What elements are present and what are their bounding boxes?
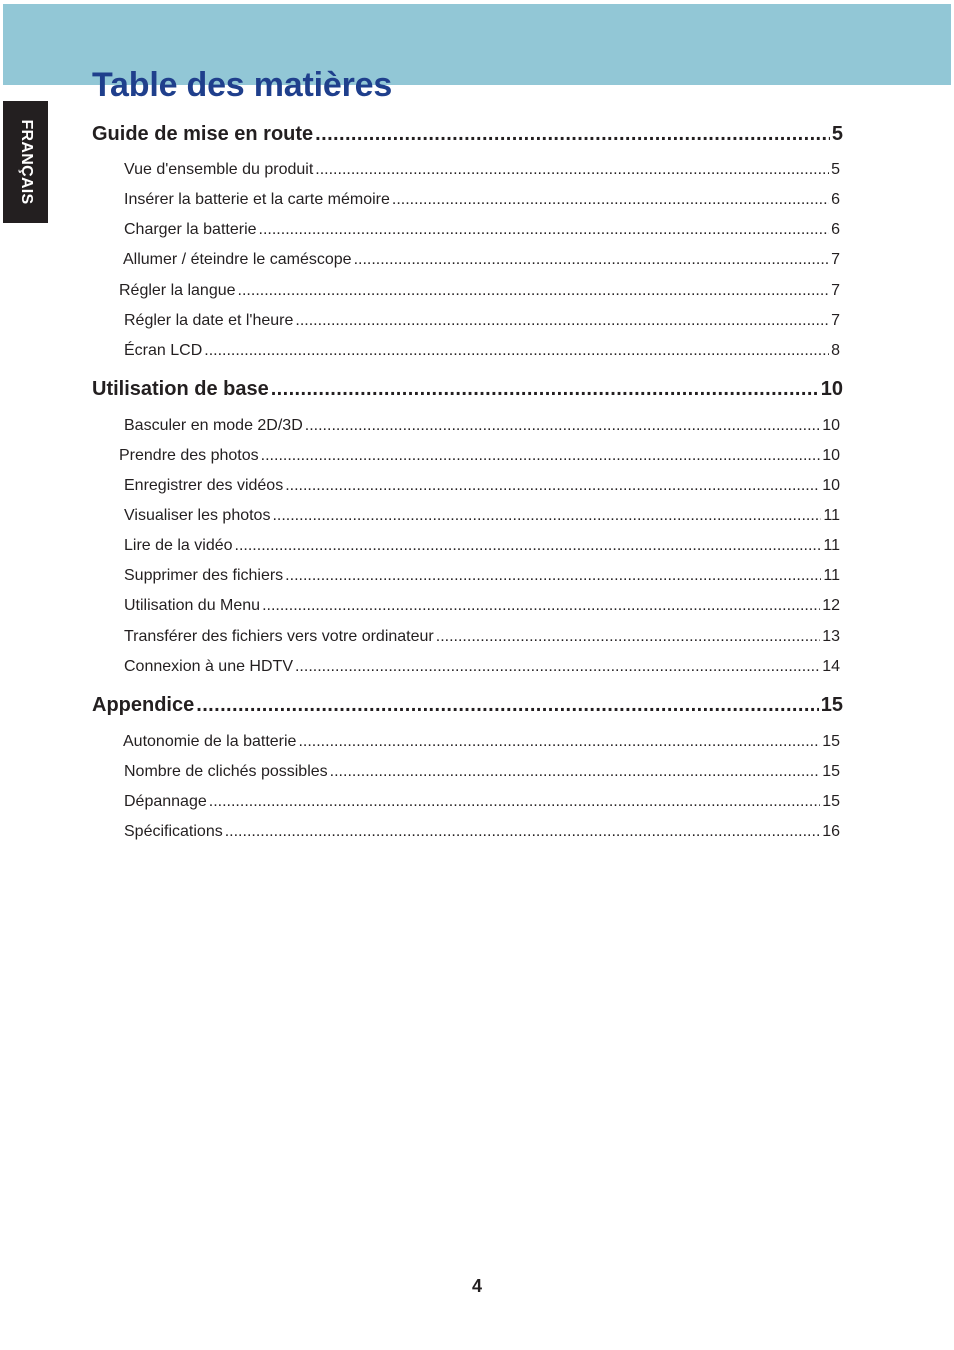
toc-entry[interactable]: [124, 219, 840, 241]
toc-entry-label: Nombre de clichés possibles: [124, 763, 328, 780]
toc-entry-page: 6: [831, 191, 840, 208]
toc-entry-page: 12: [822, 597, 840, 614]
dot-leader: [262, 595, 820, 617]
toc-entry[interactable]: [124, 415, 840, 437]
toc-entry-label: Transférer des fichiers vers votre ordinateur: [124, 628, 434, 645]
toc-section-title: Appendice: [92, 694, 195, 716]
toc-entry-label: Dépannage: [124, 793, 207, 810]
toc-entry[interactable]: [124, 505, 840, 527]
language-tab: [3, 101, 48, 223]
toc-entry-page: 10: [822, 447, 840, 464]
toc-section-getting-started[interactable]: [92, 121, 843, 147]
toc-entry-label: Basculer en mode 2D/3D: [124, 417, 303, 434]
dot-leader: [315, 121, 830, 147]
toc-entry[interactable]: [119, 280, 840, 302]
toc-entry[interactable]: [124, 595, 840, 617]
toc-entry-page: 14: [822, 658, 840, 675]
toc-entry[interactable]: [124, 791, 840, 813]
toc-entry-label: Allumer / éteindre le caméscope: [123, 251, 352, 268]
toc-entry-page: 13: [822, 628, 840, 645]
toc-entry-label: Lire de la vidéo: [124, 537, 233, 554]
toc-entry-page: 7: [831, 312, 840, 329]
toc-entry[interactable]: [124, 821, 840, 843]
dot-leader: [436, 626, 820, 648]
toc-section-page: 15: [820, 694, 843, 716]
page-title: Table des matières: [92, 66, 393, 104]
toc-entry-label: Autonomie de la batterie: [123, 733, 297, 750]
toc-entry[interactable]: [124, 475, 840, 497]
toc-entry-label: Régler la langue: [119, 282, 236, 299]
toc-entry-page: 15: [822, 733, 840, 750]
toc-entry-label: Spécifications: [124, 823, 223, 840]
dot-leader: [392, 189, 829, 211]
toc-entry-page: 10: [822, 417, 840, 434]
toc-entry-page: 11: [823, 567, 840, 584]
dot-leader: [285, 565, 821, 587]
toc-entry-page: 6: [831, 221, 840, 238]
toc-entry-label: Charger la batterie: [124, 221, 257, 238]
toc-section-page: 10: [820, 378, 843, 400]
toc-entry[interactable]: [124, 656, 840, 678]
toc-entry[interactable]: [124, 626, 840, 648]
toc-entry[interactable]: [119, 445, 840, 467]
toc-entry-page: 8: [831, 342, 840, 359]
dot-leader: [272, 505, 821, 527]
dot-leader: [305, 415, 820, 437]
dot-leader: [204, 340, 829, 362]
toc-entry[interactable]: [124, 159, 840, 181]
toc-section-appendix[interactable]: [92, 692, 843, 718]
toc-entry-label: Enregistrer des vidéos: [124, 477, 284, 494]
toc-section-page: 5: [831, 123, 843, 145]
toc-entry-page: 15: [822, 793, 840, 810]
dot-leader: [315, 159, 829, 181]
toc-entry-page: 5: [831, 161, 840, 178]
toc-entry-label: Insérer la batterie et la carte mémoire: [124, 191, 390, 208]
toc-entry-label: Connexion à une HDTV: [124, 658, 293, 675]
dot-leader: [295, 310, 829, 332]
toc-entry[interactable]: [124, 340, 840, 362]
toc-section-title: Guide de mise en route: [92, 123, 314, 145]
toc-section-title: Utilisation de base: [92, 378, 269, 400]
toc-entry-label: Utilisation du Menu: [124, 597, 261, 614]
page-number: 4: [471, 1276, 482, 1296]
toc-entry-label: Vue d'ensemble du produit: [124, 161, 314, 178]
toc-entry-page: 10: [822, 477, 840, 494]
toc-entry-page: 11: [823, 507, 840, 524]
dot-leader: [354, 249, 830, 271]
toc-entry-page: 15: [822, 763, 840, 780]
toc-entry[interactable]: [124, 535, 840, 557]
toc-entry-page: 7: [831, 251, 840, 268]
dot-leader: [330, 761, 821, 783]
dot-leader: [298, 731, 820, 753]
toc-entry-label: Écran LCD: [124, 342, 203, 359]
toc-entry-page: 16: [822, 823, 840, 840]
dot-leader: [271, 376, 819, 402]
toc-entry[interactable]: [123, 731, 840, 753]
toc-entry[interactable]: [123, 249, 840, 271]
dot-leader: [235, 535, 822, 557]
toc-entry-label: Régler la date et l'heure: [124, 312, 294, 329]
toc-entry-label: Visualiser les photos: [124, 507, 271, 524]
toc-entry[interactable]: [124, 189, 840, 211]
toc-entry[interactable]: [124, 310, 840, 332]
language-tab-label: FRANÇAIS: [17, 119, 35, 205]
toc-entry[interactable]: [124, 565, 840, 587]
dot-leader: [259, 219, 830, 241]
toc-section-basic-use[interactable]: [92, 376, 843, 402]
dot-leader: [295, 656, 820, 678]
toc-entry-label: Supprimer des fichiers: [124, 567, 284, 584]
dot-leader: [225, 821, 820, 843]
dot-leader: [261, 445, 821, 467]
dot-leader: [238, 280, 830, 302]
dot-leader: [285, 475, 820, 497]
toc-entry[interactable]: [124, 761, 840, 783]
dot-leader: [196, 692, 819, 718]
toc-entry-label: Prendre des photos: [119, 447, 259, 464]
toc-entry-page: 7: [831, 282, 840, 299]
dot-leader: [209, 791, 820, 813]
toc-entry-page: 11: [823, 537, 840, 554]
